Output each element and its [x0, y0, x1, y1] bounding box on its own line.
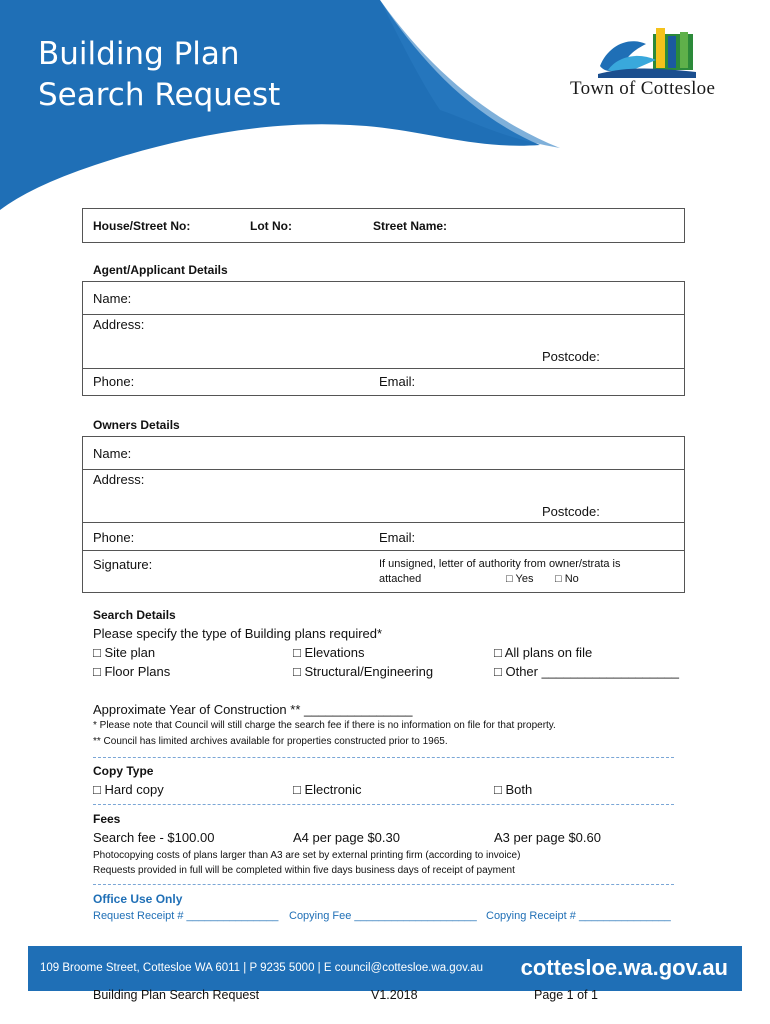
footer-page-number: Page 1 of 1 [534, 988, 598, 1002]
fees-note-1: Photocopying costs of plans larger than A3 are set by external printing firm (according to invoice) [93, 850, 521, 861]
divider [93, 884, 674, 885]
footer-bar [28, 946, 742, 991]
agent-email-label[interactable]: Email: [379, 374, 416, 389]
search-note-2: ** Council has limited archives available for properties constructed prior to 1965. [93, 736, 448, 747]
request-receipt-field[interactable]: Request Receipt # _______________ [93, 910, 279, 922]
a3-fee-text: A3 per page $0.60 [494, 830, 601, 845]
divider [93, 757, 674, 758]
property-box [82, 208, 685, 243]
owner-postcode-label[interactable]: Postcode: [542, 504, 600, 519]
footer-website[interactable]: cottesloe.wa.gov.au [520, 955, 728, 980]
owners-heading: Owners Details [93, 418, 180, 432]
floor-plans-checkbox[interactable]: □ Floor Plans [93, 664, 171, 679]
office-use-heading: Office Use Only [93, 892, 183, 906]
search-fee-text: Search fee - $100.00 [93, 830, 215, 845]
construction-year-field[interactable]: Approximate Year of Construction ** _______________ [93, 702, 413, 717]
search-note-1: * Please note that Council will still charge the search fee if there is no information on file for that property. [93, 720, 556, 731]
owners-box [82, 436, 685, 593]
footer-version: V1.2018 [371, 988, 418, 1002]
street-name-label: Street Name: [373, 219, 448, 233]
electronic-checkbox[interactable]: □ Electronic [293, 782, 362, 797]
page-title-line2: Search Request [38, 77, 281, 113]
fees-note-2: Requests provided in full will be completed within five days business days of receipt of payment [93, 865, 515, 876]
authority-no-checkbox[interactable]: □ No [555, 573, 579, 585]
agent-box [82, 281, 685, 396]
owner-address-label[interactable]: Address: [93, 472, 145, 487]
signature-note-line1: If unsigned, letter of authority from owner/strata is [379, 558, 621, 570]
agent-address-label[interactable]: Address: [93, 317, 145, 332]
copying-receipt-field[interactable]: Copying Receipt # _______________ [486, 910, 671, 922]
a4-fee-text: A4 per page $0.30 [293, 830, 400, 845]
logo-text: Town of Cottesloe [570, 78, 716, 99]
agent-name-label[interactable]: Name: [93, 291, 132, 306]
page-title-line1: Building Plan [38, 36, 240, 72]
copying-fee-field[interactable]: Copying Fee ____________________ [289, 910, 477, 922]
site-plan-checkbox[interactable]: □ Site plan [93, 645, 156, 660]
other-checkbox[interactable]: □ Other ___________________ [494, 664, 679, 679]
hard-copy-checkbox[interactable]: □ Hard copy [93, 782, 164, 797]
both-checkbox[interactable]: □ Both [494, 782, 533, 797]
agent-phone-label[interactable]: Phone: [93, 374, 135, 389]
footer-doc-name: Building Plan Search Request [93, 988, 260, 1002]
structural-checkbox[interactable]: □ Structural/Engineering [293, 664, 434, 679]
agent-heading: Agent/Applicant Details [93, 263, 228, 277]
search-heading: Search Details [93, 608, 176, 622]
signature-label[interactable]: Signature: [93, 557, 153, 572]
fees-heading: Fees [93, 812, 121, 826]
footer-contact: 109 Broome Street, Cottesloe WA 6011 | P 9235 5000 | E council@cottesloe.wa.gov.au [40, 962, 483, 974]
owner-phone-label[interactable]: Phone: [93, 530, 135, 545]
lot-no-label: Lot No: [250, 219, 292, 233]
house-street-no-label: House/Street No: [93, 219, 191, 233]
owner-name-label[interactable]: Name: [93, 446, 132, 461]
search-instruction: Please specify the type of Building plans required* [93, 626, 383, 641]
agent-postcode-label[interactable]: Postcode: [542, 349, 600, 364]
signature-note-line2: attached [379, 573, 422, 585]
owner-email-label[interactable]: Email: [379, 530, 416, 545]
authority-yes-checkbox[interactable]: □ Yes [506, 573, 534, 585]
elevations-checkbox[interactable]: □ Elevations [293, 645, 365, 660]
all-plans-checkbox[interactable]: □ All plans on file [494, 645, 593, 660]
cottesloe-logo-icon [598, 26, 698, 78]
divider [93, 804, 674, 805]
copy-type-heading: Copy Type [93, 764, 154, 778]
